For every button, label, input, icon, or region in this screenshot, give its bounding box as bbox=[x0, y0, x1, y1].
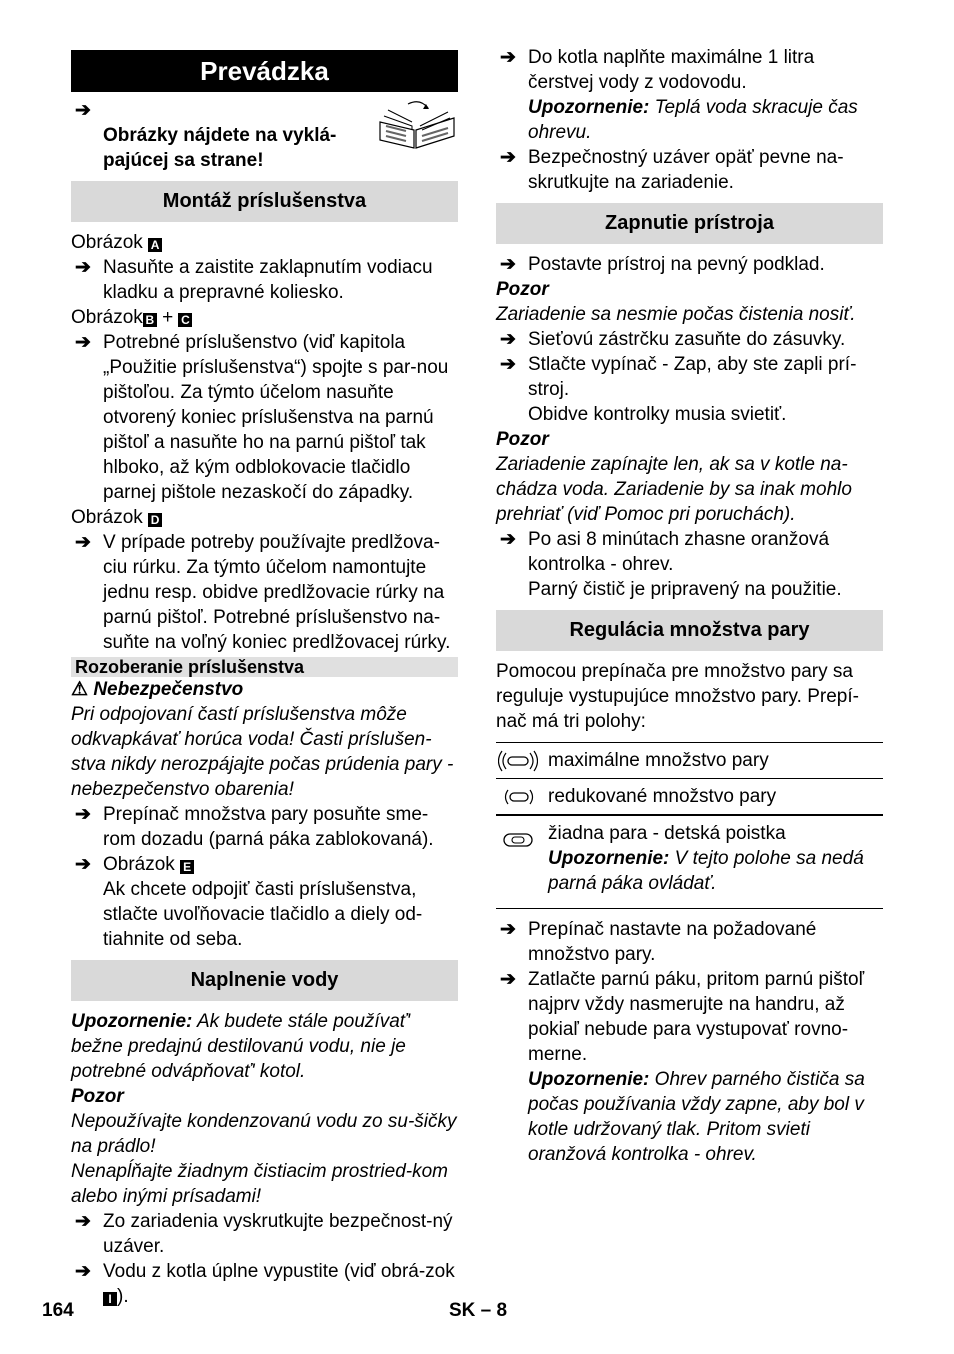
open-book-icon bbox=[376, 100, 458, 150]
figures-note: ➔ Obrázky nájdete na vyklá- pajúcej sa strane! bbox=[75, 100, 337, 171]
caution-label: Pozor bbox=[496, 429, 549, 450]
list-item: ➔ Po asi 8 minútach zhasne oranžová kontrolka - ohrev. bbox=[500, 529, 830, 575]
paragraph: Pomocou prepínača pre množstvo pary sa reguluje vystupujúce množstvo pary. Prepí-nač má tri polohy: bbox=[496, 661, 859, 732]
danger-text: Pri odpojovaní častí príslušenstva môže odkvapkávať horúca voda! Časti príslušen-stva nikdy nerozpájajte počas prúdenia pary - nebezpečenstvo obarenia! bbox=[71, 704, 454, 800]
section-heading-switch-on: Zapnutie prístroja bbox=[496, 203, 883, 244]
list-item: ➔ Zo zariadenia vyskrutkujte bezpečnost-ný uzáver. bbox=[75, 1211, 453, 1257]
list-item: ➔ Potrebné príslušenstvo (viď kapitola „Použitie príslušenstva“) spojte s par-nou pištoľou. Za týmto účelom nasuňte otvorený koniec príslušenstva na parnú pištoľ a nasuňte ho na parnú pištoľ tak hlboko, až kým odblokovacie tlačidlo parnej pištole nezaskočí do západky. bbox=[75, 332, 449, 503]
list-item: ➔ Bezpečnostný uzáver opäť pevne na-skrutkujte na zariadenie. bbox=[500, 147, 844, 193]
arrow-icon: ➔ bbox=[75, 257, 91, 278]
arrow-icon: ➔ bbox=[75, 532, 91, 553]
right-column bbox=[496, 45, 883, 1167]
figure-ref-bc: Obrázok B + C bbox=[71, 305, 458, 330]
caution-text: Nepoužívajte kondenzovanú vodu zo su-šičky na prádlo! bbox=[71, 1111, 457, 1157]
section-heading-water: Naplnenie vody bbox=[71, 960, 458, 1001]
note: Upozornenie: Ak budete stále používať' bežne predajnú destilovanú vodu, nie je potrebné odvápňovať' kotol. bbox=[71, 1011, 411, 1082]
subsection-heading-disassembly: Rozoberanie príslušenstva bbox=[71, 657, 458, 677]
figure-ref-d: Obrázok D bbox=[71, 505, 458, 530]
note: Upozornenie: Ohrev parného čističa sa počas používania vždy zapne, aby bol v kotle udržovaný tlak. Pritom svieti oranžová kontrolka - ohrev. bbox=[528, 1069, 865, 1165]
left-column bbox=[71, 50, 458, 1309]
caution-text: Zariadenie sa nesmie počas čistenia nosiť. bbox=[496, 304, 856, 325]
caution-text: Zariadenie zapínajte len, ak sa v kotle na-chádza voda. Zariadenie by sa inak mohlo prehriať (viď Pomoc pri poruchách). bbox=[496, 454, 852, 525]
table-row: žiadna para - detská poistka Upozornenie: V tejto polohe sa nedá parná páka ovládať. bbox=[496, 815, 883, 909]
steam-off-icon bbox=[498, 828, 538, 852]
arrow-icon: ➔ bbox=[500, 147, 516, 168]
steam-reduced-icon bbox=[498, 785, 538, 809]
figure-ref-a: Obrázok A bbox=[71, 230, 458, 255]
caution-label: Pozor bbox=[496, 279, 549, 300]
danger-label: ⚠ Nebezpečenstvo bbox=[71, 679, 244, 700]
warning-triangle-icon: ⚠ bbox=[71, 679, 89, 700]
arrow-icon: ➔ bbox=[75, 804, 91, 825]
list-item: ➔ Sieťovú zástrčku zasuňte do zásuvky. bbox=[500, 329, 846, 350]
arrow-icon: ➔ bbox=[500, 529, 516, 550]
list-item: ➔ Obrázok E bbox=[71, 852, 458, 877]
list-item: ➔ Nasuňte a zaistite zaklapnutím vodiacu kladku a prepravné koliesko. bbox=[75, 257, 433, 303]
list-item: ➔ Vodu z kotla úplne vypustite (viď obrá-zok I ). bbox=[75, 1261, 455, 1307]
list-item: ➔ Prepínač množstva pary posuňte sme-rom dozadu (parná páka zablokovaná). bbox=[75, 804, 434, 850]
list-item: ➔ Prepínač nastavte na požadované množstvo pary. bbox=[500, 919, 817, 965]
section-heading-mounting: Montáž príslušenstva bbox=[71, 181, 458, 222]
arrow-icon: ➔ bbox=[500, 47, 516, 68]
list-item-continuation: Obidve kontrolky musia svietiť. bbox=[528, 404, 787, 425]
arrow-icon: ➔ bbox=[500, 354, 516, 375]
steam-max-icon bbox=[498, 749, 538, 773]
page-title: Prevádzka bbox=[71, 50, 458, 92]
arrow-icon: ➔ bbox=[500, 969, 516, 990]
caution-label: Pozor bbox=[71, 1086, 124, 1107]
table-row: maximálne množstvo pary bbox=[496, 743, 883, 779]
list-item: ➔ V prípade potreby používajte predlžova-ciu rúrku. Za týmto účelom namontujte jednu resp. obidve predlžovacie rúrky na parnú pištoľ. Potrebné príslušenstvo na-suňte na voľný koniec predlžovacej rúrky. bbox=[75, 532, 451, 653]
list-item: ➔ Do kotla naplňte maximálne 1 litra čerstvej vody z vodovodu. bbox=[500, 47, 815, 93]
arrow-icon: ➔ bbox=[500, 254, 516, 275]
note: Upozornenie: Teplá voda skracuje čas ohrevu. bbox=[528, 97, 858, 143]
arrow-icon: ➔ bbox=[75, 1211, 91, 1232]
list-item-continuation: Parný čistič je pripravený na použitie. bbox=[528, 579, 842, 600]
arrow-icon: ➔ bbox=[75, 100, 91, 121]
section-heading-steam-regulation: Regulácia množstva pary bbox=[496, 610, 883, 651]
arrow-icon: ➔ bbox=[500, 919, 516, 940]
arrow-icon: ➔ bbox=[75, 332, 91, 353]
list-item-continuation: Ak chcete odpojiť časti príslušenstva, stlačte uvoľňovacie tlačidlo a diely od-tiahnite od seba. bbox=[103, 879, 423, 950]
steam-settings-table bbox=[496, 742, 883, 909]
list-item: ➔ Stlačte vypínač - Zap, aby ste zapli prí-stroj. bbox=[500, 354, 857, 400]
list-item: ➔ Postavte prístroj na pevný podklad. bbox=[500, 254, 825, 275]
list-item: ➔ Zatlačte parnú páku, pritom parnú pištoľ najprv vždy nasmerujte na handru, až pokiaľ nebude para vystupovať rovno-merne. bbox=[500, 969, 865, 1065]
caution-text: Nenapĺňajte žiadnym čistiacim prostried-kom alebo inými prísadami! bbox=[71, 1161, 448, 1207]
arrow-icon: ➔ bbox=[75, 854, 91, 875]
section-footer: SK – 8 bbox=[449, 1300, 508, 1321]
arrow-icon: ➔ bbox=[500, 329, 516, 350]
arrow-icon: ➔ bbox=[75, 1261, 91, 1282]
table-row: redukované množstvo pary bbox=[496, 779, 883, 815]
page-number: 164 bbox=[42, 1300, 74, 1321]
